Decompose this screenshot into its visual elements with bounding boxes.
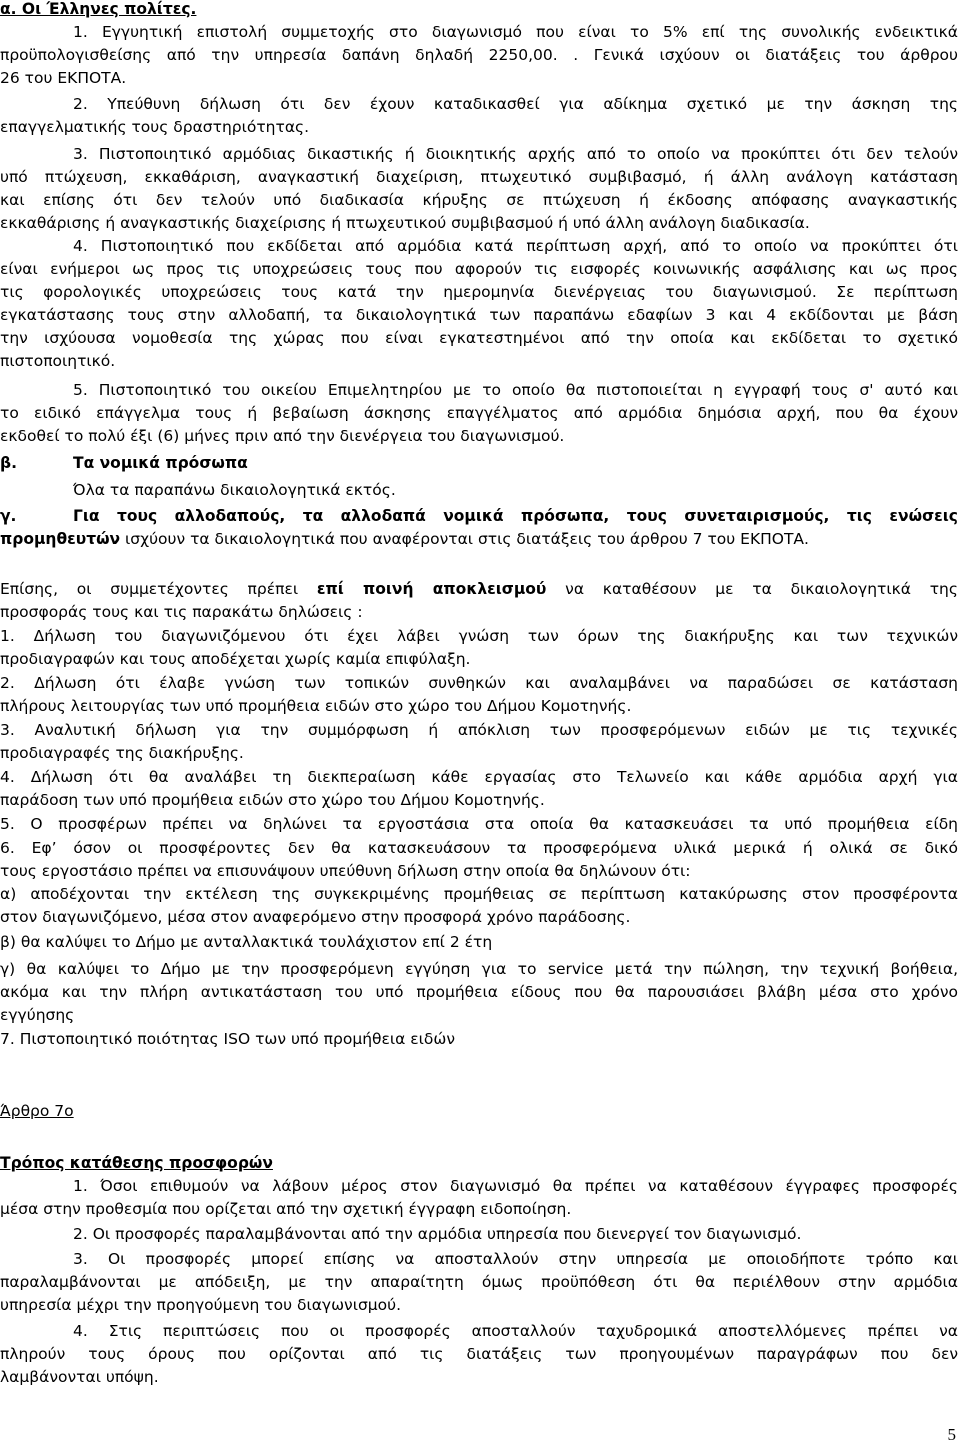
declaration-6-line-2: τους εργοστάσιο πρέπει να επισυνάψουν υπεύθυνη δήλωση στην οποία θα δηλώνουν ότι: — [0, 862, 691, 880]
item-5-line-3: εκδοθεί το πολύ έξι (6) μήνες πριν από την διενέργεια του διαγωνισμού. — [0, 427, 565, 445]
article-p1-line-2: μέσα στην προθεσμία που ορίζεται από την σχετική έγγραφη ειδοποίηση. — [0, 1200, 572, 1218]
section-a-heading: α. Οι Έλληνες πολίτες. — [0, 0, 197, 18]
article-p4-line-2: πληρούν τους όρους που ορίζονται από τις διατάξεις των προηγουμένων παραγράφων που δεν — [0, 1345, 958, 1363]
item-4-line-4: εγκατάστασης τους στην αλλοδαπή, τα δικαιολογητικά των παραπάνω εδαφίων 3 και 4 εκδίδονται με βάση — [0, 306, 958, 324]
article-p4-line-3: λαμβάνονται υπόψη. — [0, 1368, 159, 1386]
article-p3-line-3: υπηρεσία μέχρι την προηγούμενη του διαγωνισμού. — [0, 1296, 402, 1314]
intro-text-b: να καταθέσουν με τα δικαιολογητικά της — [546, 580, 958, 598]
declaration-5: 5. Ο προσφέρων πρέπει να δηλώνει τα εργοστάσια στα οποία θα κατασκευάσει τα υπό προμήθεια είδη — [0, 815, 958, 833]
item-3-line-1: 3. Πιστοποιητικό αρμόδιας δικαστικής ή διοικητικής αρχής από το οποίο να προκύπτει ότι δεν τελούν — [73, 145, 958, 163]
item-4-line-2: είναι ενήμεροι ως προς τις υποχρεώσεις τους που αφορούν τις εισφορές κοινωνικής ασφάλισης και ως προς — [0, 260, 958, 278]
declaration-2-line-1: 2. Δήλωση ότι έλαβε γνώση των τοπικών συνθηκών και αναλαμβάνει να παραδώσει σε κατάσταση — [0, 674, 958, 692]
section-c-line-2 — [0, 528, 958, 551]
item-2-line-1: 2. Υπεύθυνη δήλωση ότι δεν έχουν καταδικασθεί για αδίκημα σχετικό με την άσκηση της — [73, 95, 958, 113]
section-b-text: Όλα τα παραπάνω δικαιολογητικά εκτός. — [73, 481, 396, 499]
item-1-line-1: 1. Εγγυητική επιστολή συμμετοχής στο διαγωνισμό που είναι το 5% επί της συνολικής ενδεικτικά — [73, 23, 958, 41]
declarations-intro-line-2: προσφοράς τους και τις παρακάτω δηλώσεις : — [0, 603, 363, 621]
article-p3-line-2: παραλαμβάνονται με απόδειξη, με την απαραίτητη όμως προϋπόθεση ότι θα περιέλθουν στην αρμόδια — [0, 1273, 958, 1291]
declaration-4-line-2: παράδοση των υπό προμήθεια ειδών στο χώρο του Δήμου Κομοτηνής. — [0, 791, 545, 809]
item-1-line-3: 26 του ΕΚΠΟΤΑ. — [0, 69, 127, 87]
item-5-line-1: 5. Πιστοποιητικό του οικείου Επιμελητηρίου με το οποίο θα πιστοποιείται η εγγραφή τους σ' αυτό και — [73, 381, 958, 399]
item-3-line-3: και επίσης ότι δεν τελούν υπό διαδικασία κήρυξης σε πτώχευση ή έκδοσης απόφασης αναγκαστικής — [0, 191, 958, 209]
item-3-line-4: εκκαθάρισης ή αναγκαστικής διαχείρισης ή πτωχευτικού συμβιβασμού ή υπό άλλη ανάλογη διαδικασία. — [0, 214, 810, 232]
page-number: 5 — [947, 1425, 956, 1444]
intro-text-bold: επί ποινή αποκλεισμού — [316, 580, 547, 598]
declaration-3-line-1: 3. Αναλυτική δήλωση για την συμμόρφωση ή απόκλιση των προσφερόμενων ειδών με τις τεχνικές — [0, 721, 958, 739]
declaration-a-line-1: α) αποδέχονται την εκτέλεση της συγκεκριμένης προμήθειας σε περίπτωση κατακύρωσης στον προσφέροντα — [0, 885, 958, 903]
declaration-b: β) θα καλύψει το Δήμο με ανταλλακτικά τουλάχιστον επί 2 έτη — [0, 933, 493, 951]
declaration-g-line-2: ακόμα και την πλήρη αντικατάσταση του υπό προμήθεια είδους που θα παρουσιάσει βλάβη μέσα στο χρόνο — [0, 983, 958, 1001]
declaration-2-line-2: πλήρους λειτουργίας των υπό προμήθεια ειδών στο χώρο του Δήμου Κομοτηνής. — [0, 697, 632, 715]
declaration-4-line-1: 4. Δήλωση ότι θα αναλάβει τη διεκπεραίωση κάθε εργασίας στο Τελωνείο και κάθε αρμόδια αρχή για — [0, 768, 958, 786]
declaration-3-line-2: προδιαγραφές της διακήρυξης. — [0, 744, 244, 762]
declaration-1-line-2: προδιαγραφών και τους αποδέχεται χωρίς καμία επιφύλαξη. — [0, 650, 471, 668]
declaration-6-line-1: 6. Εφ’ όσον οι προσφέροντες δεν θα κατασκευάσουν τα προσφερόμενα υλικά μερικά ή ολικά σε δικό — [0, 839, 958, 857]
item-1-line-2: προϋπολογισθείσης από την υπηρεσία δαπάνη δηλαδή 2250,00. . Γενικά ισχύουν οι διατάξεις του άρθρου — [0, 46, 958, 64]
section-b-title: Τα νομικά πρόσωπα — [73, 454, 248, 472]
declaration-g-line-1: γ) θα καλύψει το Δήμο με την προσφερόμενη εγγύηση για το service μετά την πώληση, την τεχνική βοήθεια, — [0, 960, 958, 978]
intro-text-a: Επίσης, οι συμμετέχοντες πρέπει — [0, 580, 317, 598]
article-p3-line-1: 3. Οι προσφορές μπορεί επίσης να αποσταλλούν στην υπηρεσία με οποιοδήποτε τρόπο και — [73, 1250, 958, 1268]
declaration-7: 7. Πιστοποιητικό ποιότητας ISO των υπό προμήθεια ειδών — [0, 1030, 456, 1048]
article-label: Άρθρο 7ο — [0, 1102, 74, 1120]
item-2-line-2: επαγγελματικής τους δραστηριότητας. — [0, 118, 310, 136]
declaration-1-line-1: 1. Δήλωση του διαγωνιζόμενου ότι έχει λάβει γνώση των όρων της διακήρυξης και των τεχνικών — [0, 627, 958, 645]
article-title: Τρόπος κατάθεσης προσφορών — [0, 1154, 273, 1172]
item-4-line-3: τις φορολογικές υποχρεώσεις τους κατά την ημερομηνία διενέργειας του διαγωνισμού. Σε περίπτωση — [0, 283, 958, 301]
article-p2: 2. Οι προσφορές παραλαμβάνονται από την αρμόδια υπηρεσία που διενεργεί τον διαγωνισμό. — [73, 1225, 802, 1243]
item-4-line-6: πιστοποιητικό. — [0, 352, 116, 370]
item-5-line-2: το ειδικό επάγγελμα τους ή βεβαίωση άσκησης επαγγέλματος από αρμόδια δημόσια αρχή, που θα έχουν — [0, 404, 958, 422]
section-b-letter: β. — [0, 454, 17, 472]
article-p1-line-1: 1. Όσοι επιθυμούν να λάβουν μέρος στον διαγωνισμό θα πρέπει να καταθέσουν έγγραφες προσφορές — [73, 1177, 958, 1195]
item-4-line-5: την ισχύουσα νομοθεσία της χώρας που είναι εγκατεστημένοι από την οποία και εκδίδεται το σχετικό — [0, 329, 958, 347]
section-c-line-1: Για τους αλλοδαπούς, τα αλλοδαπά νομικά πρόσωπα, τους συνεταιρισμούς, τις ενώσεις — [73, 507, 958, 525]
item-4-line-1: 4. Πιστοποιητικό που εκδίδεται από αρμόδια κατά περίπτωση αρχή, από το οποίο να προκύπτει ότι — [73, 237, 958, 255]
section-c-bold-word: προμηθευτών — [0, 530, 121, 548]
section-c-rest: ισχύουν τα δικαιολογητικά που αναφέρονται στις διατάξεις του άρθρου 7 του ΕΚΠΟΤΑ. — [120, 530, 809, 548]
section-c-letter: γ. — [0, 507, 17, 525]
item-3-line-2: υπό πτώχευση, εκκαθάριση, αναγκαστική διαχείριση, πτωχευτικό συμβιβασμό, ή άλλη ανάλογη κατάσταση — [0, 168, 958, 186]
declaration-g-line-3: εγγύησης — [0, 1006, 75, 1024]
declarations-intro-line-1 — [0, 578, 958, 601]
article-p4-line-1: 4. Στις περιπτώσεις που οι προσφορές αποσταλλούν ταχυδρομικά αποστελλόμενες πρέπει να — [73, 1322, 958, 1340]
declaration-a-line-2: στον διαγωνιζόμενο, μέσα στον αναφερόμενο στην προσφορά χρόνο παράδοσης. — [0, 908, 631, 926]
